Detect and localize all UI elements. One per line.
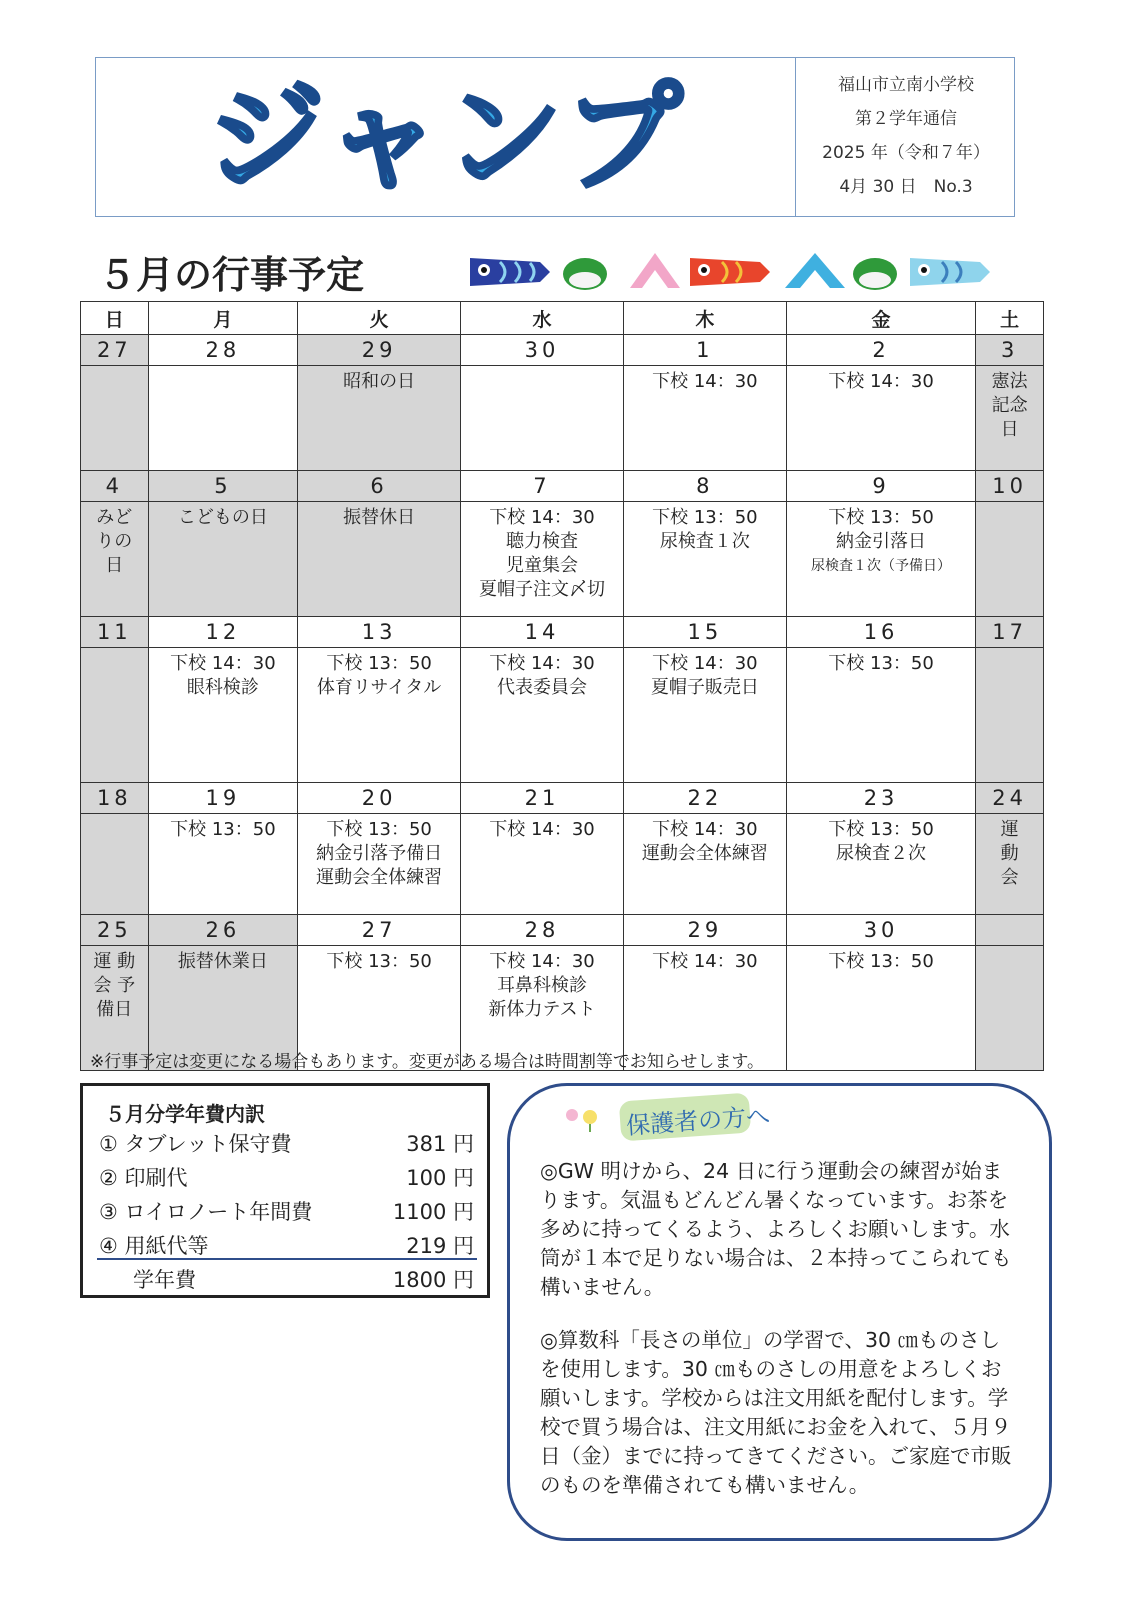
day-number: 22 xyxy=(623,783,786,814)
carp-streamer-icon xyxy=(690,258,770,286)
day-number: 6 xyxy=(298,471,461,502)
day-number: 8 xyxy=(623,471,786,502)
event-text: こどもの日 xyxy=(177,507,268,528)
event-text: 下校 14：30 xyxy=(652,819,758,840)
day-number: 29 xyxy=(623,915,786,946)
newsletter-title: ジャンプ xyxy=(206,69,685,207)
event-text: 耳鼻科検診 xyxy=(496,975,587,996)
day-number: 9 xyxy=(786,471,976,502)
day-events xyxy=(81,814,149,915)
event-text: 代表委員会 xyxy=(496,677,587,698)
event-text: 下校 13：50 xyxy=(828,507,934,528)
event-row xyxy=(81,366,1044,471)
fee-amount: 100 円 xyxy=(406,1166,474,1190)
day-events xyxy=(298,648,461,783)
event-text: 下校 14：30 xyxy=(170,653,276,674)
day-number: 12 xyxy=(148,617,298,648)
event-text: 動 xyxy=(1000,843,1019,864)
day-events xyxy=(81,366,149,471)
day-number: 24 xyxy=(976,783,1044,814)
day-number: 27 xyxy=(298,915,461,946)
day-number: 26 xyxy=(148,915,298,946)
event-text: 下校 14：30 xyxy=(652,951,758,972)
event-text: 下校 13：50 xyxy=(828,951,934,972)
day-number: 28 xyxy=(461,915,624,946)
day-number: 15 xyxy=(623,617,786,648)
day-number: 21 xyxy=(461,783,624,814)
day-number: 19 xyxy=(148,783,298,814)
day-number: 11 xyxy=(81,617,149,648)
fee-label: ④ 用紙代等 xyxy=(99,1234,209,1258)
day-events xyxy=(976,502,1044,617)
issue-info xyxy=(796,58,1016,216)
event-text: 夏帽子注文〆切 xyxy=(478,579,605,600)
event-text: 運 xyxy=(1000,819,1019,840)
event-text: 運 動 xyxy=(93,951,136,972)
fee-label: ② 印刷代 xyxy=(99,1166,188,1190)
event-text: 聴力検査 xyxy=(505,531,578,552)
day-number: 20 xyxy=(298,783,461,814)
carp-streamer-icon xyxy=(470,258,550,286)
kashiwa-mochi-icon xyxy=(563,258,607,290)
event-text: 昭和の日 xyxy=(343,371,416,392)
event-text: 下校 14：30 xyxy=(652,371,758,392)
day-events xyxy=(786,648,976,783)
day-events xyxy=(786,366,976,471)
event-text: 会 予 xyxy=(93,975,136,996)
day-events xyxy=(623,814,786,915)
day-events xyxy=(623,366,786,471)
day-events xyxy=(298,814,461,915)
section-title: ５月の行事予定 xyxy=(98,253,365,297)
weekday-mon: 月 xyxy=(148,302,298,335)
day-events xyxy=(148,366,298,471)
event-text: 下校 13：50 xyxy=(326,819,432,840)
newsletter-name: 第２学年通信 xyxy=(855,109,957,129)
day-events xyxy=(148,814,298,915)
day-number: 25 xyxy=(81,915,149,946)
grade-fees-box xyxy=(80,1083,490,1298)
event-text: 憲法 xyxy=(991,371,1028,392)
day-events xyxy=(461,648,624,783)
day-number: 23 xyxy=(786,783,976,814)
event-text: 下校 14：30 xyxy=(489,507,595,528)
message-paragraph-2: ◎算数科「長さの単位」の学習で、30 ㎝ものさしを使用します。30 ㎝ものさしの用意をよろしくお願いします。学校からは注文用紙を配付します。学校で買う場合は、注文用紙にお金を入れて、５月９日（金）までに持ってきてください。ご家庭で市販のものを準備されても構いません。 xyxy=(540,1328,1012,1497)
koinobori-decoration xyxy=(470,248,1010,296)
event-text: 日 xyxy=(105,555,124,576)
day-number: 16 xyxy=(786,617,976,648)
fee-amount: 1100 円 xyxy=(392,1200,474,1224)
day-number: 14 xyxy=(461,617,624,648)
event-row xyxy=(81,648,1044,783)
day-number: 13 xyxy=(298,617,461,648)
day-events xyxy=(623,502,786,617)
event-text: 児童集会 xyxy=(505,555,578,576)
day-events xyxy=(461,502,624,617)
date-number-row xyxy=(81,617,1044,648)
day-events xyxy=(976,814,1044,915)
event-text: 下校 13：50 xyxy=(828,819,934,840)
event-text: 下校 13：50 xyxy=(170,819,276,840)
date-number-row xyxy=(81,915,1044,946)
flower-icon xyxy=(560,1103,610,1133)
day-number: 17 xyxy=(976,617,1044,648)
event-text: 下校 14：30 xyxy=(828,371,934,392)
day-events xyxy=(786,502,976,617)
day-number: 7 xyxy=(461,471,624,502)
event-text: 記念 xyxy=(991,395,1028,416)
day-number: 2 xyxy=(786,335,976,366)
weekday-thu: 木 xyxy=(623,302,786,335)
event-text: みど xyxy=(96,507,133,528)
day-number: 27 xyxy=(81,335,149,366)
event-text: 尿検査１次 xyxy=(659,531,750,552)
event-text: 振替休日 xyxy=(343,507,416,528)
day-number: 30 xyxy=(786,915,976,946)
carp-streamer-icon xyxy=(910,258,990,286)
schedule-note: ※行事予定は変更になる場合もあります。変更がある場合は時間割等でお知らせします。 xyxy=(90,1052,765,1072)
kashiwa-mochi-icon xyxy=(853,258,897,290)
event-text: 下校 13：50 xyxy=(828,653,934,674)
fee-total-label: 学年費 xyxy=(133,1268,196,1292)
day-events xyxy=(786,814,976,915)
weekday-sun: 日 xyxy=(81,302,149,335)
event-text: 運動会全体練習 xyxy=(316,867,443,888)
date-number-row xyxy=(81,471,1044,502)
event-text: 新体力テスト xyxy=(488,999,596,1020)
event-text: 納金引落予備日 xyxy=(316,843,443,864)
day-number xyxy=(976,915,1044,946)
day-events xyxy=(81,502,149,617)
day-events xyxy=(148,648,298,783)
event-text: 尿検査２次 xyxy=(836,843,927,864)
guardians-title: 保護者の方へ xyxy=(625,1102,771,1140)
date-number-row xyxy=(81,335,1044,366)
kabuto-icon xyxy=(785,253,845,288)
weekday-sat: 土 xyxy=(976,302,1044,335)
fees-title: ５月分学年費内訳 xyxy=(105,1102,265,1126)
newsletter-header xyxy=(95,57,1015,217)
event-text: 尿検査１次（予備日） xyxy=(811,558,952,574)
event-text: 運動会全体練習 xyxy=(641,843,768,864)
event-text: 下校 14：30 xyxy=(489,819,595,840)
event-text: 下校 14：30 xyxy=(652,653,758,674)
day-number: 10 xyxy=(976,471,1044,502)
event-text: りの xyxy=(96,531,133,552)
day-events xyxy=(623,648,786,783)
day-events xyxy=(976,648,1044,783)
day-number: 18 xyxy=(81,783,149,814)
event-text: 眼科検診 xyxy=(186,677,259,698)
day-events xyxy=(298,366,461,471)
fee-amount: 381 円 xyxy=(406,1132,474,1156)
fees-divider xyxy=(97,1258,477,1260)
title-box xyxy=(96,58,796,216)
event-text: 下校 13：50 xyxy=(326,653,432,674)
event-text: 納金引落日 xyxy=(836,531,927,552)
day-events xyxy=(786,946,976,1071)
message-paragraph-1: ◎GW 明けから、24 日に行う運動会の練習が始まります。気温もどんどん暑くなっています。お茶を多めに持ってくるよう、よろしくお願いします。水筒が１本で足りない場合は、２本持ってこられても構いません。 xyxy=(540,1159,1012,1299)
day-number: 3 xyxy=(976,335,1044,366)
day-events xyxy=(976,366,1044,471)
fee-label: ① タブレット保守費 xyxy=(99,1132,292,1156)
weekday-tue: 火 xyxy=(298,302,461,335)
day-number: 29 xyxy=(298,335,461,366)
event-text: 備日 xyxy=(96,999,133,1020)
day-events xyxy=(976,946,1044,1071)
event-calendar xyxy=(80,301,1044,1071)
weekday-wed: 水 xyxy=(461,302,624,335)
fee-amount: 219 円 xyxy=(406,1234,474,1258)
event-text: 振替休業日 xyxy=(177,951,268,972)
day-events xyxy=(148,502,298,617)
day-number: 1 xyxy=(623,335,786,366)
fee-label: ③ ロイロノート年間費 xyxy=(99,1200,313,1224)
event-text: 下校 14：30 xyxy=(489,653,595,674)
event-row xyxy=(81,502,1044,617)
day-number: 5 xyxy=(148,471,298,502)
day-number: 28 xyxy=(148,335,298,366)
day-number: 30 xyxy=(461,335,624,366)
event-text: 夏帽子販売日 xyxy=(650,677,759,698)
day-events xyxy=(461,814,624,915)
event-text: 体育リサイタル xyxy=(316,677,442,698)
issue-date: 4月 30 日 No.3 xyxy=(839,177,973,197)
event-text: 下校 14：30 xyxy=(489,951,595,972)
event-row xyxy=(81,814,1044,915)
day-events xyxy=(298,502,461,617)
day-number: 4 xyxy=(81,471,149,502)
school-name: 福山市立南小学校 xyxy=(838,75,974,95)
event-text: 下校 13：50 xyxy=(652,507,758,528)
weekday-fri: 金 xyxy=(786,302,976,335)
event-text: 会 xyxy=(1000,867,1019,888)
event-text: 日 xyxy=(1000,419,1019,440)
issue-year: 2025 年（令和７年） xyxy=(822,143,990,163)
kabuto-icon xyxy=(630,253,680,288)
day-events xyxy=(461,366,624,471)
weekday-header-row xyxy=(81,302,1044,335)
date-number-row xyxy=(81,783,1044,814)
day-events xyxy=(81,648,149,783)
event-text: 下校 13：50 xyxy=(326,951,432,972)
fee-total-amount: 1800 円 xyxy=(392,1268,474,1292)
